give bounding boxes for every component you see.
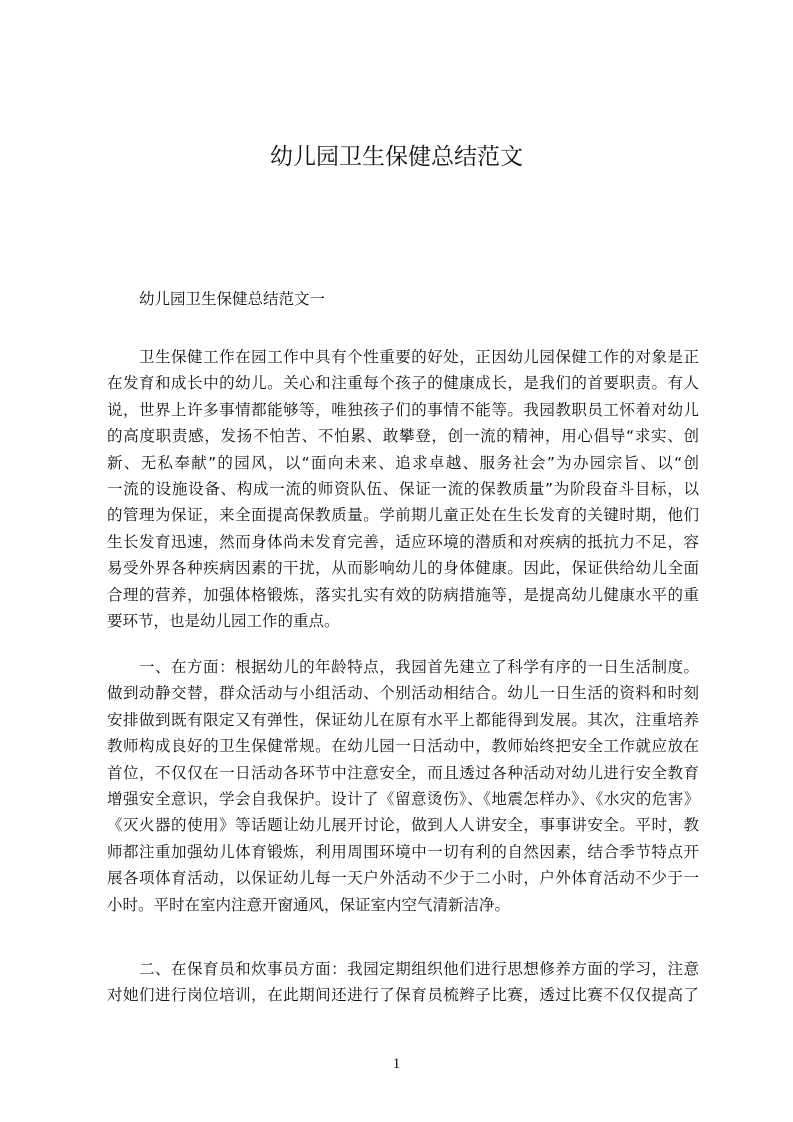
paragraph-line: 师都注重加强幼儿体育锻炼，利用周围环境中一切有利的自然因素，结合季节特点开 (107, 842, 699, 861)
paragraph-line: 做到动静交替，群众活动与小组活动、个别活动相结合。幼儿一日生活的资料和时刻 (107, 684, 699, 703)
paragraph-line: 《灭火器的使用》等话题让幼儿展开讨论，做到人人讲安全，事事讲安全。平时，教 (107, 816, 699, 835)
paragraph-1 (107, 344, 699, 634)
paragraph-line: 对她们进行岗位培训，在此期间还进行了保育员梳辫子比赛，透过比赛不仅仅提高了 (107, 986, 699, 1005)
paragraph-line: 的管理为保证，来全面提高保教质量。学前期儿童正处在生长发育的关键时期，他们 (107, 506, 699, 525)
paragraph-line: 要环节，也是幼儿园工作的重点。 (107, 611, 340, 630)
paragraph-line: 卫生保健工作在园工作中具有个性重要的好处，正因幼儿园保健工作的对象是正 (139, 348, 699, 366)
document-title: 幼儿园卫生保健总结范文 (270, 144, 523, 170)
paragraph-line: 增强安全意识，学会自我保护。设计了《留意烫伤》、《地震怎样办》、《水灾的危害》 (107, 789, 699, 808)
paragraph-2 (107, 654, 699, 918)
paragraph-line: 说，世界上许多事情都能够等，唯独孩子们的事情不能等。我园教职员工怀着对幼儿 (107, 400, 699, 419)
paragraph-line: 合理的营养，加强体格锻炼，落实扎实有效的防病措施等，是提高幼儿健康水平的重 (107, 585, 699, 604)
paragraph-line: 新、无私奉献”的园风，以“面向未来、追求卓越、服务社会”为办园宗旨、以“创 (107, 453, 699, 472)
paragraph-line: 一、在方面：根据幼儿的年龄特点，我园首先建立了科学有序的一日生活制度。 (139, 658, 699, 676)
paragraph-line: 小时。平时在室内注意开窗通风，保证室内空气清新洁净。 (107, 895, 511, 914)
section-subtitle: 幼儿园卫生保健总结范文一 (139, 290, 326, 308)
paragraph-line: 生长发育迅速，然而身体尚未发育完善，适应环境的潜质和对疾病的抵抗力不足，容 (107, 532, 699, 551)
paragraph-line: 展各项体育活动，以保证幼儿每一天户外活动不少于二小时，户外体育活动不少于一 (107, 869, 699, 888)
page-number: 1 (392, 1056, 401, 1072)
paragraph-line: 教师构成良好的卫生保健常规。在幼儿园一日活动中，教师始终把安全工作就应放在 (107, 737, 699, 756)
paragraph-line: 安排做到既有限定又有弹性，保证幼儿在原有水平上都能得到发展。其次，注重培养 (107, 710, 699, 729)
paragraph-line: 一流的设施设备、构成一流的师资队伍、保证一流的保教质量”为阶段奋斗目标，以 (107, 479, 699, 498)
paragraph-line: 的高度职责感，发扬不怕苦、不怕累、敢攀登，创一流的精神，用心倡导“求实、创 (107, 427, 699, 446)
paragraph-line: 在发育和成长中的幼儿。关心和注重每个孩子的健康成长，是我们的首要职责。有人 (107, 374, 699, 393)
paragraph-line: 二、在保育员和炊事员方面：我园定期组织他们进行思想修养方面的学习，注意 (139, 960, 699, 978)
paragraph-line: 首位，不仅仅在一日活动各环节中注意安全，而且透过各种活动对幼儿进行安全教育 (107, 763, 699, 782)
paragraph-line: 易受外界各种疾病因素的干扰，从而影响幼儿的身体健康。因此，保证供给幼儿全面 (107, 559, 699, 578)
paragraph-3 (107, 956, 699, 1009)
